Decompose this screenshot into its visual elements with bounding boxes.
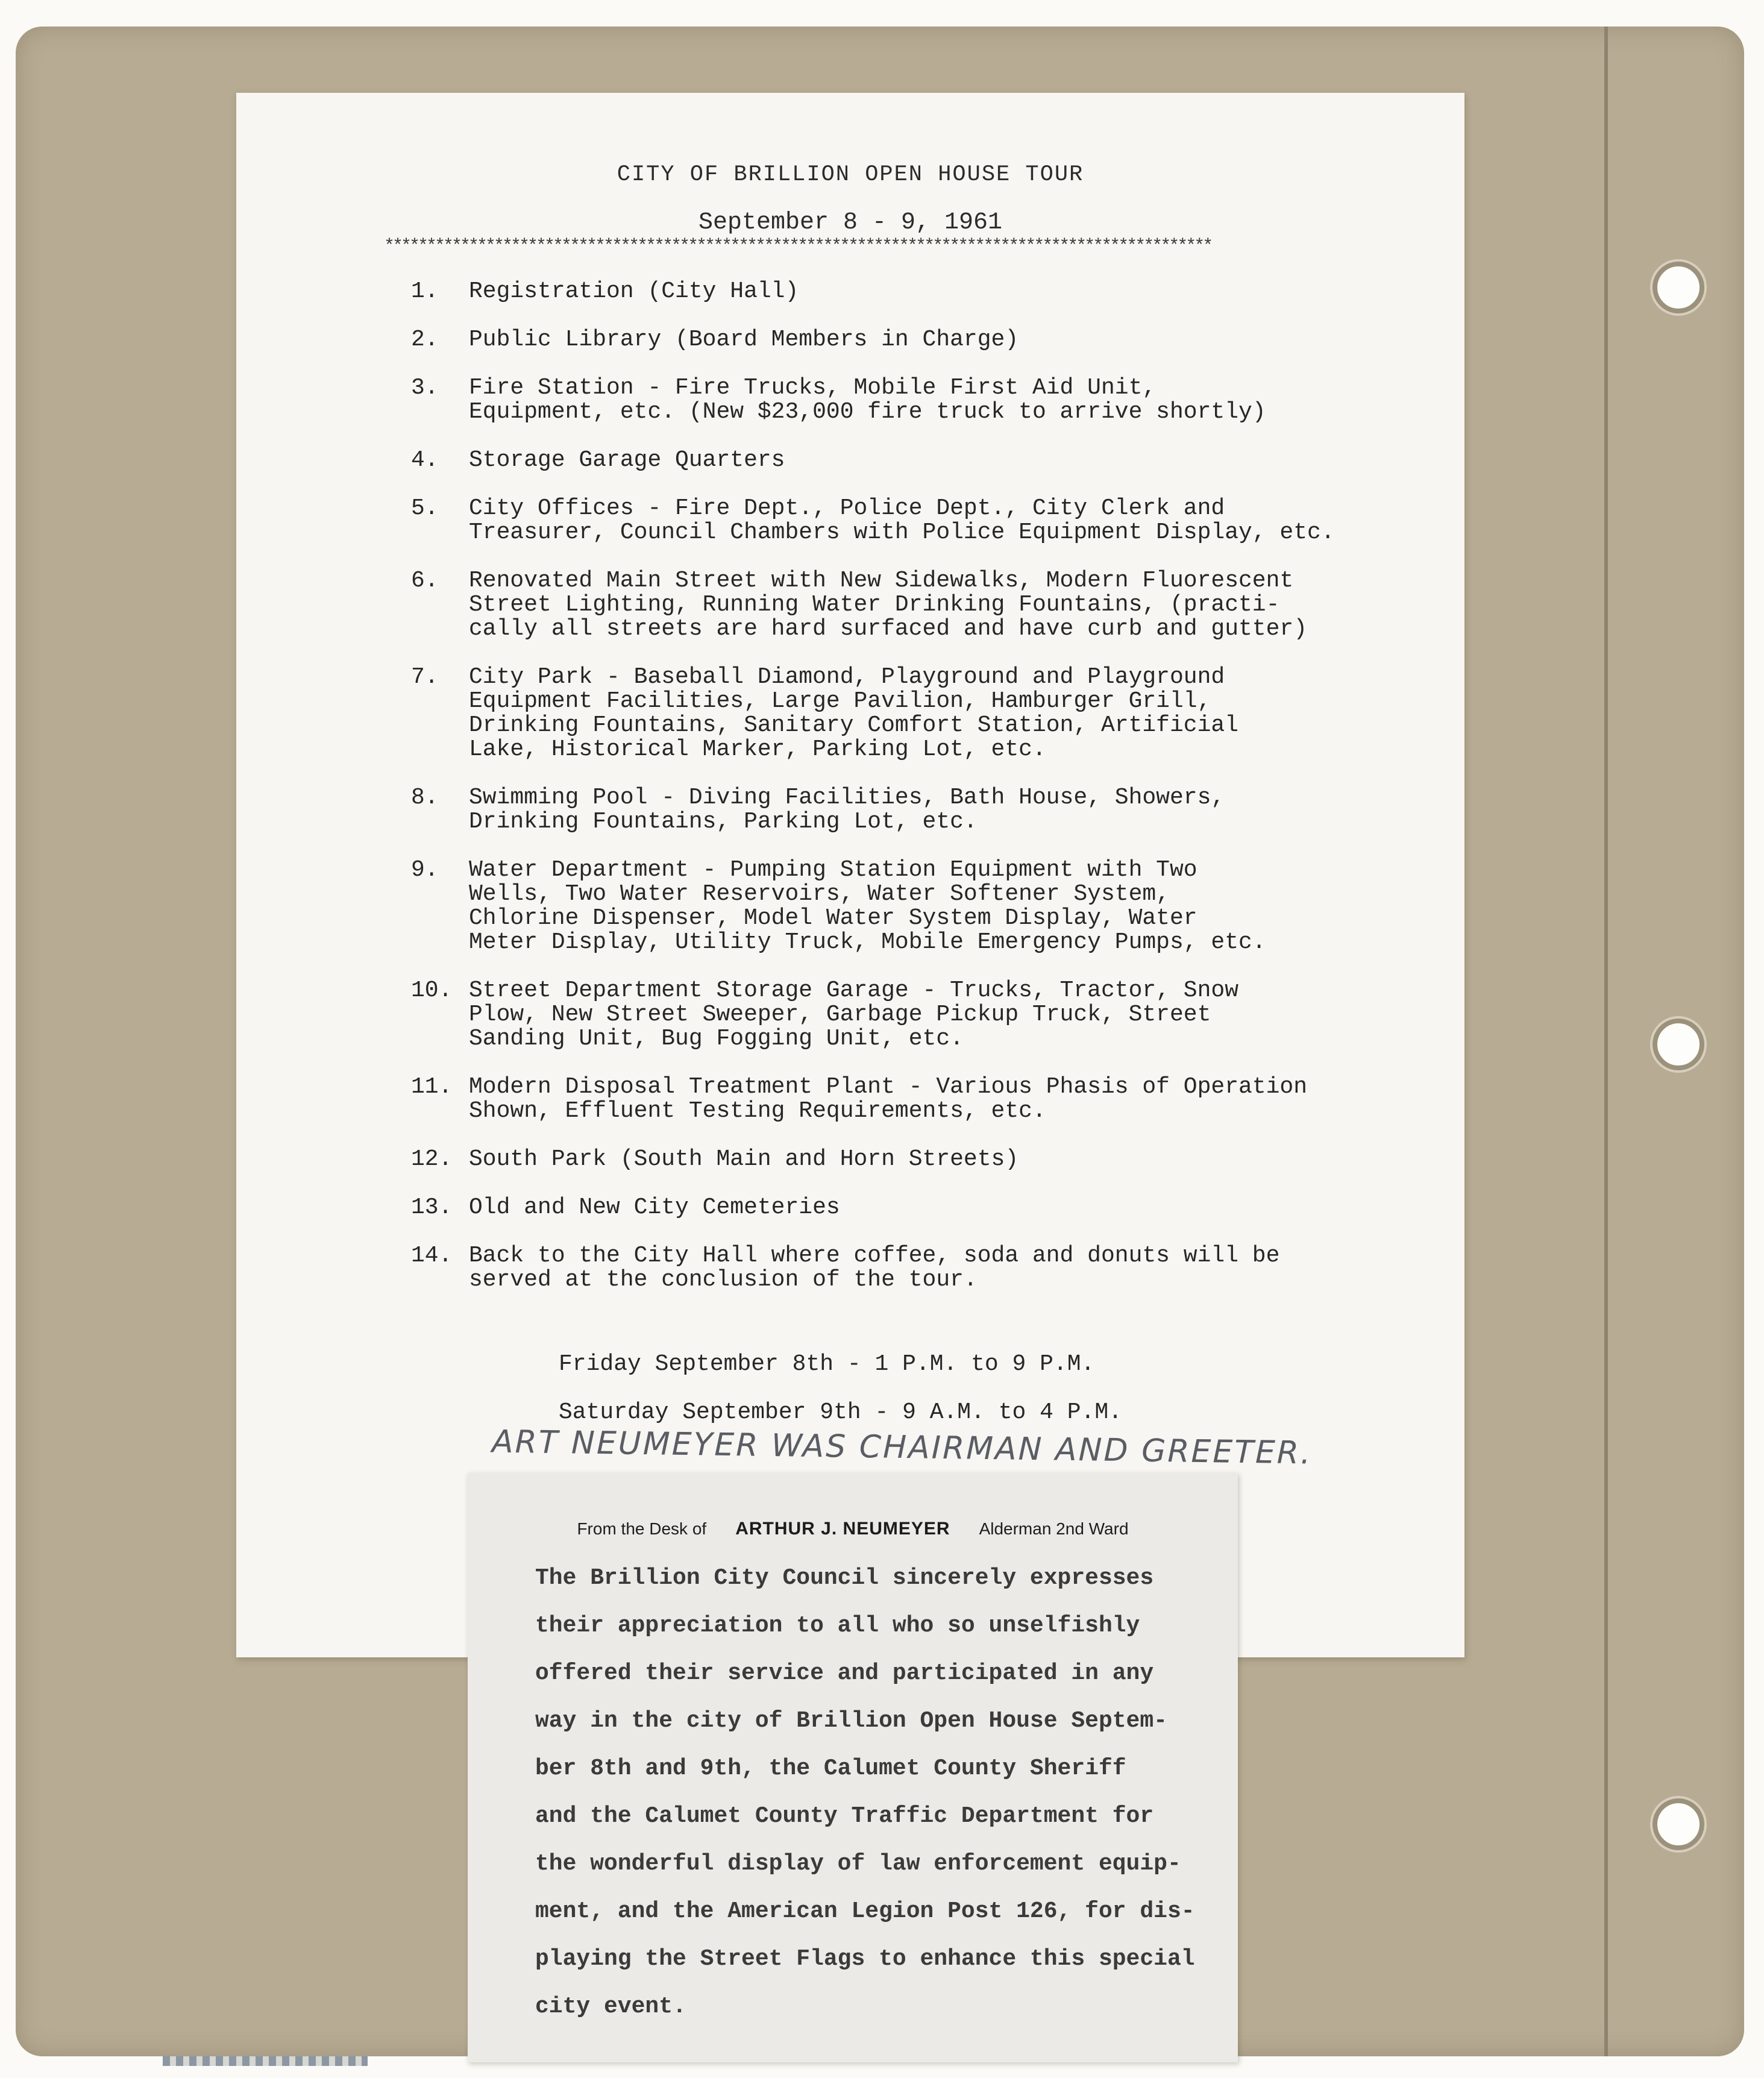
stop-number: 6. bbox=[411, 568, 439, 594]
stop-number: 8. bbox=[411, 785, 439, 811]
stop-number: 2. bbox=[411, 327, 439, 353]
stop-description: Street Department Storage Garage - Trucks, Tractor, Snow Plow, New Street Sweeper, Garbage Pickup Truck, Street Sanding Unit, Bug Fogging Unit, etc. bbox=[469, 978, 1239, 1052]
bottom-edge-strip bbox=[163, 2056, 368, 2066]
stop-description: Fire Station - Fire Trucks, Mobile First Aid Unit, Equipment, etc. (New $23,000 fire truck to arrive shortly) bbox=[469, 375, 1266, 425]
tour-stop bbox=[411, 569, 1436, 641]
separator-line: ************************************************************************************************** bbox=[384, 236, 1211, 257]
tour-stop bbox=[411, 1196, 1436, 1220]
friday-hours: Friday September 8th - 1 P.M. to 9 P.M. bbox=[559, 1351, 1095, 1377]
open-hours bbox=[559, 1340, 1122, 1437]
tour-title: CITY OF BRILLION OPEN HOUSE TOUR bbox=[617, 162, 1084, 187]
stop-number: 10. bbox=[411, 978, 453, 1003]
tour-stop bbox=[411, 1075, 1436, 1123]
stop-description: South Park (South Main and Horn Streets) bbox=[469, 1146, 1019, 1172]
stop-number: 7. bbox=[411, 664, 439, 690]
stop-description: Storage Garage Quarters bbox=[469, 447, 785, 473]
tour-stop bbox=[411, 786, 1436, 834]
newspaper-clipping bbox=[468, 1473, 1238, 2062]
stop-description: City Park - Baseball Diamond, Playground and Playground Equipment Facilities, Large Pavilion, Hamburger Grill, Drinking Fountains, Sanitary Comfort Station, Artificial Lake, Historical Marker, Parking Lot, etc. bbox=[469, 664, 1239, 762]
tour-stop bbox=[411, 448, 1436, 472]
binding-fold bbox=[1604, 27, 1608, 2056]
stop-description: City Offices - Fire Dept., Police Dept., City Clerk and Treasurer, Council Chambers with Police Equipment Display, etc. bbox=[469, 495, 1335, 545]
tour-stop bbox=[411, 376, 1436, 424]
clipping-body: The Brillion City Council sincerely expresses their appreciation to all who so unselfishly offered their service and participated in any way in the city of Brillion Open House Septem- ber 8th and 9th, the Calumet County Sheriff and the Calumet County Traffic Department for the wonderful display of law enforcement equip- ment, and the American Legion Post 126, for dis- playing the Street Flags to enhance this special city event. bbox=[535, 1565, 1195, 2020]
binder-hole-top bbox=[1653, 262, 1704, 313]
stop-number: 13. bbox=[411, 1194, 453, 1220]
stop-description: Modern Disposal Treatment Plant - Various Phasis of Operation Shown, Effluent Testing Requirements, etc. bbox=[469, 1074, 1308, 1124]
tour-stop bbox=[411, 1244, 1436, 1292]
stop-number: 11. bbox=[411, 1074, 453, 1100]
tour-stop bbox=[411, 328, 1436, 352]
stop-description: Renovated Main Street with New Sidewalks, Modern Fluorescent Street Lighting, Running Water Drinking Fountains, (practi- cally all streets are hard surfaced and have curb and gutter) bbox=[469, 568, 1308, 642]
scrapbook-page bbox=[16, 27, 1744, 2056]
tour-stop bbox=[411, 858, 1436, 955]
stop-number: 3. bbox=[411, 375, 439, 401]
stop-description: Public Library (Board Members in Charge) bbox=[469, 327, 1019, 353]
saturday-hours: Saturday September 9th - 9 A.M. to 4 P.M. bbox=[559, 1399, 1122, 1425]
binder-hole-middle bbox=[1653, 1019, 1704, 1070]
handwritten-note: ART NEUMEYER WAS CHAIRMAN AND GREETER. bbox=[491, 1424, 1313, 1472]
tour-dates: September 8 - 9, 1961 bbox=[698, 209, 1003, 236]
author-name: ARTHUR J. NEUMEYER bbox=[735, 1519, 950, 1539]
author-office: Alderman 2nd Ward bbox=[979, 1519, 1129, 1538]
tour-stop bbox=[411, 1147, 1436, 1172]
tour-stop bbox=[411, 497, 1436, 545]
stop-number: 4. bbox=[411, 447, 439, 473]
stop-description: Water Department - Pumping Station Equipment with Two Wells, Two Water Reservoirs, Water Softener System, Chlorine Dispenser, Model Water System Display, Water Meter Display, Utility Truck, Mobile Emergency Pumps, etc. bbox=[469, 857, 1266, 955]
stop-description: Old and New City Cemeteries bbox=[469, 1194, 840, 1220]
stop-number: 9. bbox=[411, 857, 439, 883]
tour-stop bbox=[411, 665, 1436, 762]
tour-stop bbox=[411, 280, 1436, 304]
stop-number: 5. bbox=[411, 495, 439, 521]
stop-number: 14. bbox=[411, 1243, 453, 1269]
stop-number: 1. bbox=[411, 278, 439, 304]
stop-description: Registration (City Hall) bbox=[469, 278, 799, 304]
stop-description: Swimming Pool - Diving Facilities, Bath House, Showers, Drinking Fountains, Parking Lot, etc. bbox=[469, 785, 1225, 835]
stop-description: Back to the City Hall where coffee, soda and donuts will be served at the conclusion of the tour. bbox=[469, 1243, 1280, 1293]
clipping-masthead bbox=[468, 1519, 1238, 1539]
tour-sheet bbox=[236, 93, 1464, 1657]
tour-stop bbox=[411, 979, 1436, 1051]
from-label: From the Desk of bbox=[577, 1519, 707, 1538]
binder-hole-bottom bbox=[1653, 1798, 1704, 1850]
tour-stop-list bbox=[411, 280, 1436, 1316]
stop-number: 12. bbox=[411, 1146, 453, 1172]
